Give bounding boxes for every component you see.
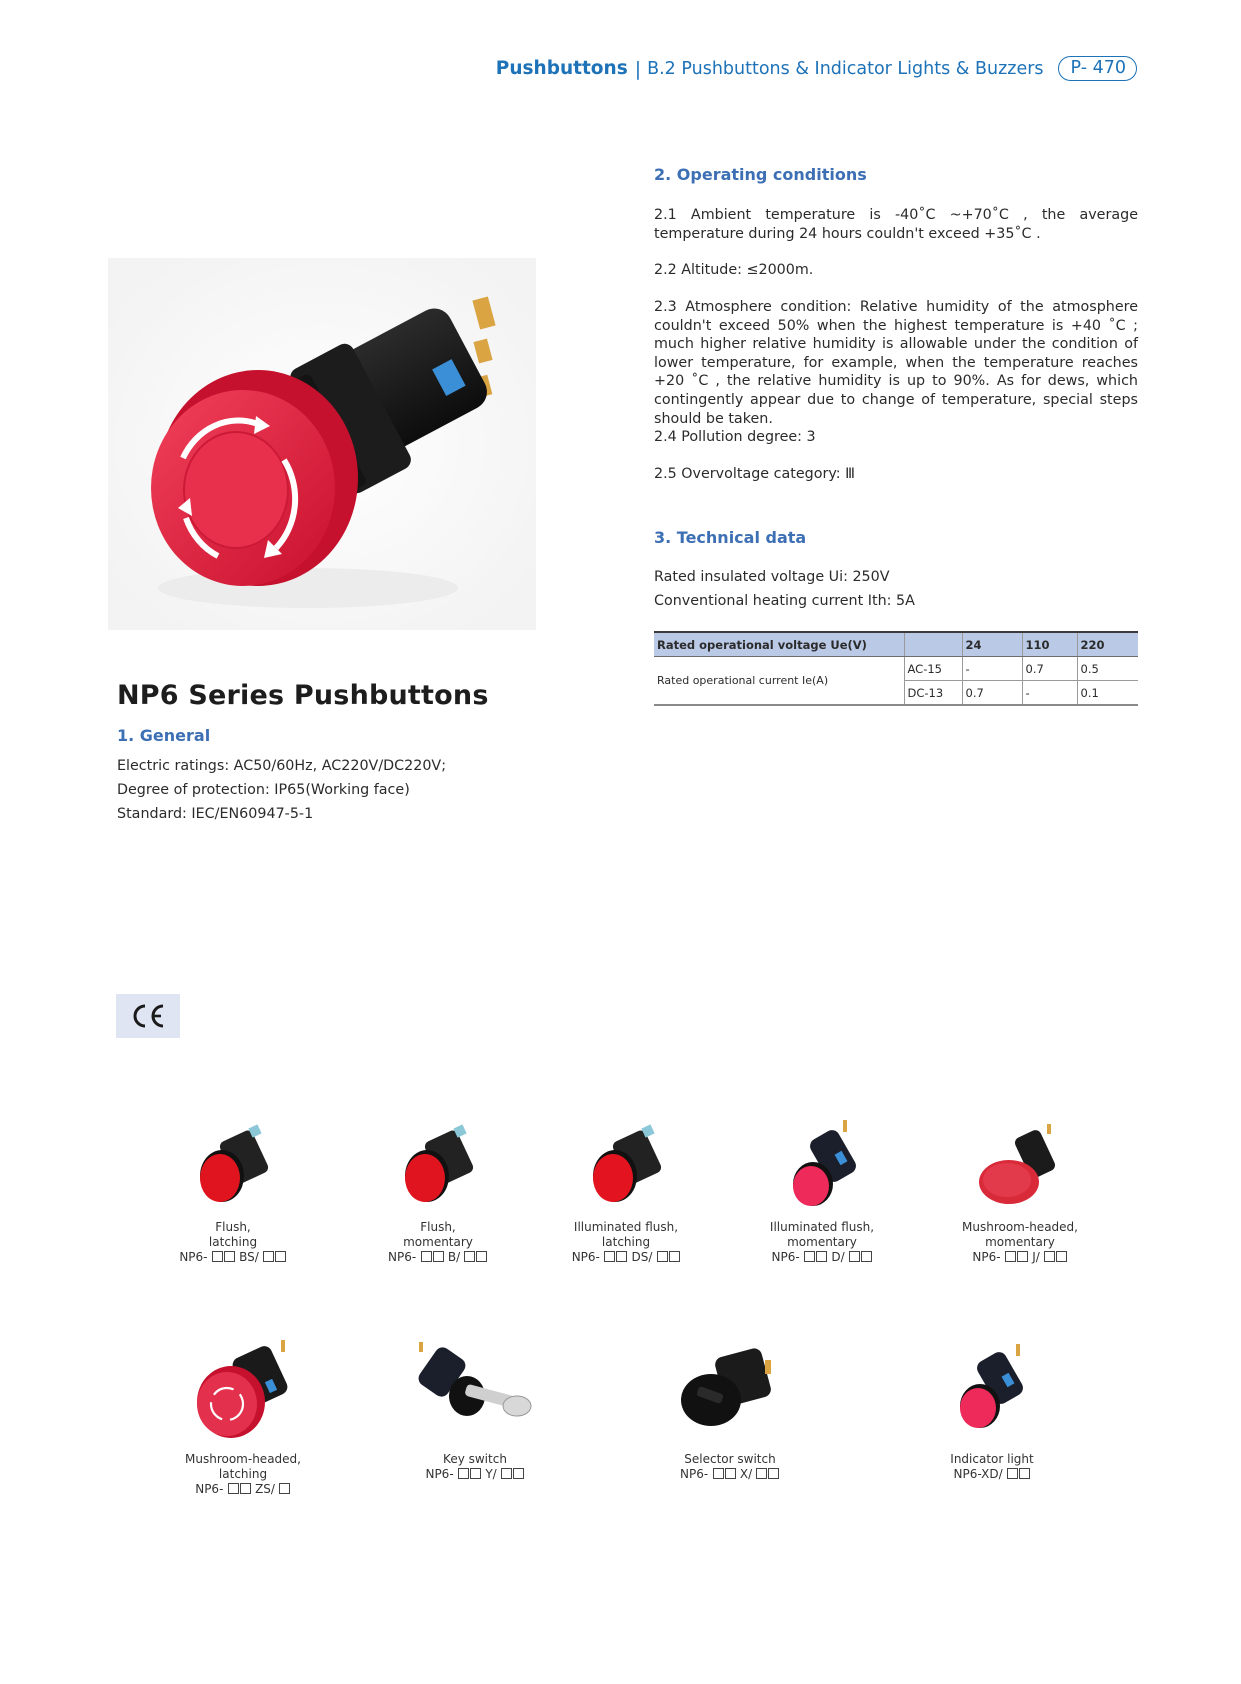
table-header-cell: [904, 632, 962, 657]
table-row-label: Rated operational current Ie(A): [654, 657, 904, 706]
emergency-stop-button-illustration: [108, 258, 536, 630]
table-cell-category: AC-15: [904, 657, 962, 681]
variant-name: Mushroom-headed,: [962, 1220, 1078, 1234]
variant-code: NP6- J/: [950, 1250, 1090, 1265]
variant-flush-momentary: [368, 1118, 508, 1265]
table-cell: 0.7: [1022, 657, 1077, 681]
table-header-cell: 110: [1022, 632, 1077, 657]
table-header-cell: 220: [1077, 632, 1138, 657]
chapter-title: B.2 Pushbuttons & Indicator Lights & Buzzers: [647, 58, 1044, 79]
variant-name: Illuminated flush,: [573, 1220, 679, 1234]
selector-switch-image: [667, 1340, 793, 1442]
variant-name: Mushroom-headed,: [185, 1452, 301, 1466]
operating-conditions-heading: 2. Operating conditions: [654, 165, 867, 184]
variant-type: latching: [208, 1235, 258, 1249]
electric-ratings: Electric ratings: AC50/60Hz, AC220V/DC220V;: [117, 758, 447, 774]
table-cell-category: DC-13: [904, 681, 962, 706]
variant-indicator-light: [917, 1340, 1067, 1482]
condition-pollution-degree: 2.4 Pollution degree: 3: [654, 429, 816, 445]
product-main-image: [108, 258, 536, 630]
page-number-badge: P- 470: [1058, 56, 1137, 81]
indicator-light-image: [944, 1340, 1040, 1442]
variant-illuminated-flush-momentary: [752, 1118, 892, 1265]
illuminated-flush-pushbutton-image: [581, 1118, 671, 1210]
variant-code: NP6- D/: [752, 1250, 892, 1265]
variant-flush-latching: [163, 1118, 303, 1265]
table-header-cell: Rated operational voltage Ue(V): [654, 632, 904, 657]
table-cell: -: [962, 657, 1022, 681]
variant-mushroom-momentary: [950, 1118, 1090, 1265]
variant-type: momentary: [403, 1235, 473, 1249]
table-cell: 0.1: [1077, 681, 1138, 706]
illuminated-flush-pushbutton-image: [777, 1118, 867, 1210]
variant-name: Illuminated flush,: [769, 1220, 875, 1234]
header-separator: |: [634, 57, 642, 80]
general-heading: 1. General: [117, 726, 211, 745]
variant-name: Selector switch: [684, 1452, 776, 1466]
flush-pushbutton-image: [393, 1118, 483, 1210]
section-name: Pushbuttons: [495, 58, 628, 79]
variant-code: NP6- X/: [655, 1467, 805, 1482]
degree-of-protection: Degree of protection: IP65(Working face): [117, 782, 410, 798]
mushroom-pushbutton-image: [975, 1118, 1065, 1210]
condition-atmosphere: 2.3 Atmosphere condition: Relative humidity of the atmosphere couldn't exceed 50% when the highest temperature is +40 ˚C ; much higher relative humidity is allowable under the condition of lower temperature, for example, when the temperature reaches +20 ˚C , the relative humidity is up to 90%. As for dews, which contingently appear due to change of temperature, special steps should be taken.: [654, 299, 1138, 427]
variant-type: momentary: [787, 1235, 857, 1249]
table-cell: -: [1022, 681, 1077, 706]
ce-mark-icon: [130, 1003, 166, 1029]
key-switch-image: [405, 1340, 545, 1442]
variant-name: Key switch: [443, 1452, 507, 1466]
variant-code: NP6-XD/: [917, 1467, 1067, 1482]
mushroom-emergency-button-image: [187, 1340, 299, 1442]
variant-selector-switch: [655, 1340, 805, 1482]
rated-insulated-voltage: Rated insulated voltage Ui: 250V: [654, 569, 890, 585]
table-header-row: [654, 632, 1138, 657]
variant-illuminated-flush-latching: [556, 1118, 696, 1265]
table-row: [654, 657, 1138, 681]
variant-name: Flush,: [420, 1220, 456, 1234]
condition-ambient-temperature: 2.1 Ambient temperature is -40˚C ~+70˚C , the average temperature during 24 hours couldn't exceed +35˚C .: [654, 207, 1138, 242]
variant-mushroom-latching: [168, 1340, 318, 1497]
standard: Standard: IEC/EN60947-5-1: [117, 806, 314, 822]
table-cell: 0.7: [962, 681, 1022, 706]
variant-name: Flush,: [215, 1220, 251, 1234]
page-header: [496, 56, 1137, 81]
general-specs: [117, 754, 446, 826]
variant-name: Indicator light: [950, 1452, 1034, 1466]
table-header-cell: 24: [962, 632, 1022, 657]
technical-data-table: [654, 631, 1138, 706]
variant-code: NP6- Y/: [400, 1467, 550, 1482]
flush-pushbutton-image: [188, 1118, 278, 1210]
conventional-heating-current: Conventional heating current Ith: 5A: [654, 593, 915, 609]
condition-overvoltage-category: 2.5 Overvoltage category: Ⅲ: [654, 466, 855, 482]
variant-key-switch: [400, 1340, 550, 1482]
product-title: NP6 Series Pushbuttons: [117, 680, 489, 711]
variant-code: NP6- ZS/: [168, 1482, 318, 1497]
ce-mark-badge: [116, 994, 180, 1038]
technical-data-heading: 3. Technical data: [654, 528, 807, 547]
variant-type: latching: [218, 1467, 268, 1481]
table-cell: 0.5: [1077, 657, 1138, 681]
variant-code: NP6- B/: [368, 1250, 508, 1265]
variant-code: NP6- BS/: [163, 1250, 303, 1265]
variant-type: momentary: [985, 1235, 1055, 1249]
condition-altitude: 2.2 Altitude: ≤2000m.: [654, 262, 814, 278]
variant-type: latching: [601, 1235, 651, 1249]
variant-code: NP6- DS/: [556, 1250, 696, 1265]
